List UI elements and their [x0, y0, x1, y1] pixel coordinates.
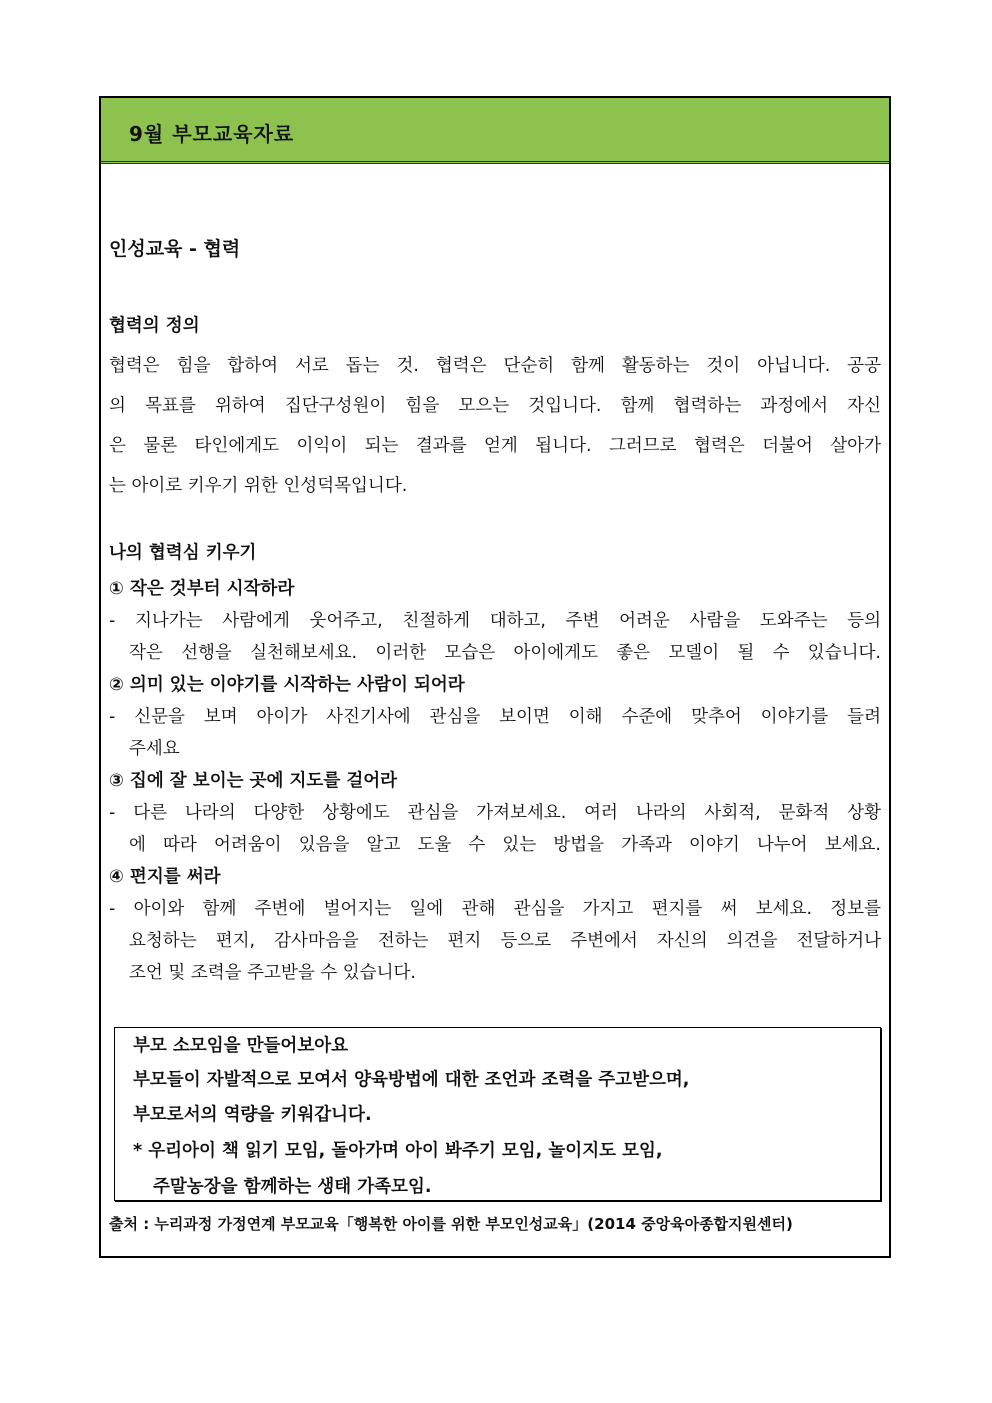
box-line: * 우리아이 책 읽기 모임, 돌아가며 아이 봐주기 모임, 놀이지도 모임, [133, 1141, 663, 1161]
item-title: ③ 집에 잘 보이는 곳에 지도를 걸어라 [109, 771, 398, 791]
box-line: 주말농장을 함께하는 생태 가족모임. [153, 1177, 432, 1197]
item-title: ④ 편지를 써라 [109, 867, 221, 887]
source-citation: 출처 : 누리과정 가정연계 부모교육「행복한 아이를 위한 부모인성교육」(2014 중앙육아종합지원센터) [109, 1215, 793, 1233]
parent-group-box [114, 1027, 881, 1201]
box-line: 부모들이 자발적으로 모여서 양육방법에 대한 조언과 조력을 주고받으며, [133, 1070, 690, 1090]
item-line: 요청하는 편지, 감사마음을 전하는 편지 등으로 주변에서 자신의 의견을 전달하거나 [129, 931, 881, 951]
section-title: 인성교육 - 협력 [109, 238, 241, 260]
box-line: 부모로서의 역량을 키워갑니다. [133, 1105, 372, 1125]
definition-heading: 협력의 정의 [109, 316, 200, 336]
header-title: 9월 부모교육자료 [129, 122, 295, 146]
header-bar [101, 98, 889, 164]
item-line: - 지나가는 사람에게 웃어주고, 친절하게 대하고, 주변 어려운 사람을 도와주는 등의 [109, 611, 881, 631]
document-frame [99, 96, 891, 1258]
definition-line: 협력은 힘을 합하여 서로 돕는 것. 협력은 단순히 함께 활동하는 것이 아닙니다. 공공 [109, 356, 881, 376]
box-line: 부모 소모임을 만들어보아요 [133, 1036, 349, 1056]
item-line: - 아이와 함께 주변에 벌어지는 일에 관해 관심을 가지고 편지를 써 보세요. 정보를 [109, 899, 881, 919]
definition-line: 은 물론 타인에게도 이익이 되는 결과를 얻게 됩니다. 그러므로 협력은 더불어 살아가 [109, 436, 881, 456]
grow-heading: 나의 협력심 키우기 [109, 543, 257, 563]
item-line: - 신문을 보며 아이가 사진기사에 관심을 보이면 이해 수준에 맞추어 이야기를 들려 [109, 707, 881, 727]
item-title: ① 작은 것부터 시작하라 [109, 579, 295, 599]
item-line: 조언 및 조력을 주고받을 수 있습니다. [129, 963, 416, 983]
item-line: 작은 선행을 실천해보세요. 이러한 모습은 아이에게도 좋은 모델이 될 수 있습니다. [129, 643, 881, 663]
item-line: 주세요 [129, 739, 180, 759]
item-line: 에 따라 어려움이 있음을 알고 도울 수 있는 방법을 가족과 이야기 나누어 보세요. [129, 835, 881, 855]
item-line: - 다른 나라의 다양한 상황에도 관심을 가져보세요. 여러 나라의 사회적, 문화적 상황 [109, 803, 881, 823]
definition-line: 의 목표를 위하여 집단구성원이 힘을 모으는 것입니다. 함께 협력하는 과정에서 자신 [109, 396, 881, 416]
definition-line: 는 아이로 키우기 위한 인성덕목입니다. [109, 476, 408, 496]
item-title: ② 의미 있는 이야기를 시작하는 사람이 되어라 [109, 675, 465, 695]
